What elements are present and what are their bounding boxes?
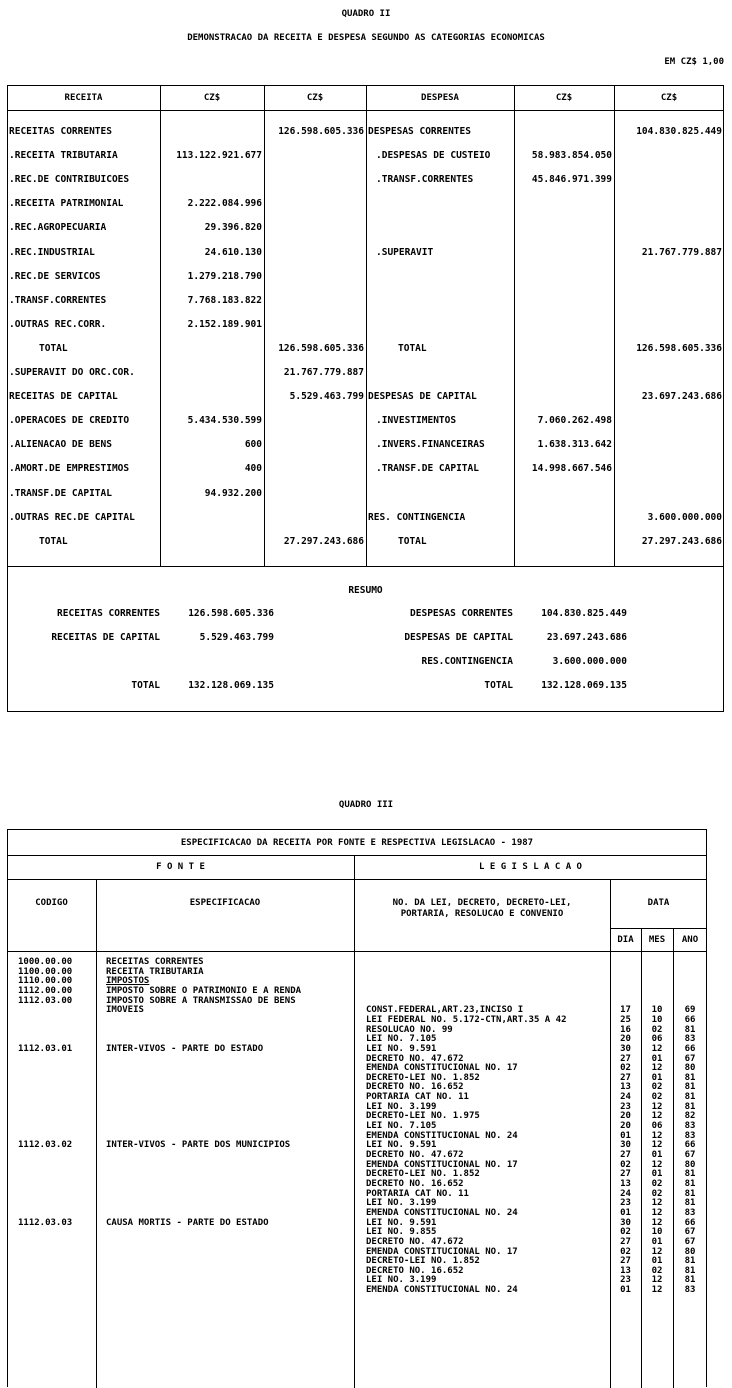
amount-cell: 126.598.605.336 bbox=[278, 126, 364, 137]
mes-cell: 10 bbox=[651, 1014, 663, 1025]
amount-cell: 1.279.218.790 bbox=[187, 270, 262, 282]
ano-cell: 83 bbox=[684, 1207, 696, 1218]
despesa-label: .SUPERAVIT bbox=[376, 246, 434, 258]
receita-label: .OUTRAS REC.DE CAPITAL bbox=[9, 511, 135, 523]
especificacao-cell: IMPOSTO SOBRE A TRANSMISSAO DE BENS bbox=[106, 995, 296, 1006]
dia-cell: 27 bbox=[620, 1236, 631, 1247]
codigo-cell: 1112.00.00 bbox=[18, 985, 73, 996]
ano-cell: 66 bbox=[684, 1217, 696, 1228]
mes-cell: 06 bbox=[651, 1121, 663, 1132]
column-header: CZ$ bbox=[555, 93, 573, 103]
mes-cell: 10 bbox=[651, 1005, 663, 1016]
receita-label: RECEITAS CORRENTES bbox=[9, 126, 112, 137]
lei-header-line-1: NO. DA LEI, DECRETO, DECRETO-LEI, bbox=[392, 898, 572, 908]
resumo-right-value: 3.600.000.000 bbox=[552, 656, 627, 667]
ano-cell: 67 bbox=[684, 1150, 696, 1160]
resumo-left-value: 126.598.605.336 bbox=[188, 608, 274, 619]
amount-cell: 21.767.779.887 bbox=[641, 246, 722, 258]
amount-cell: 5.434.530.599 bbox=[187, 415, 262, 427]
mes-cell: 12 bbox=[651, 1140, 663, 1151]
receita-label: .ALIENACAO DE BENS bbox=[9, 439, 112, 451]
dia-cell: 23 bbox=[620, 1101, 631, 1112]
despesa-label: .DESPESAS DE CUSTEIO bbox=[376, 150, 491, 162]
legislacao-cell: DECRETO NO. 47.672 bbox=[366, 1053, 464, 1064]
mes-cell: 12 bbox=[651, 1217, 663, 1228]
ano-cell: 83 bbox=[684, 1130, 696, 1141]
ano-cell: 81 bbox=[684, 1092, 696, 1103]
ano-cell: 83 bbox=[684, 1285, 696, 1296]
amount-cell: 21.767.779.887 bbox=[283, 367, 364, 378]
receita-label: .OPERACOES DE CREDITO bbox=[9, 415, 130, 427]
dia-cell: 20 bbox=[620, 1034, 631, 1045]
dia-cell: 30 bbox=[620, 1140, 631, 1151]
mes-cell: 02 bbox=[651, 1092, 663, 1103]
mes-cell: 06 bbox=[651, 1034, 663, 1045]
resumo-left-value: 132.128.069.135 bbox=[188, 680, 274, 691]
legislacao-cell: EMENDA CONSTITUCIONAL NO. 17 bbox=[366, 1246, 518, 1257]
receita-label: .REC.DE CONTRIBUICOES bbox=[9, 174, 130, 186]
mes-cell: 02 bbox=[651, 1188, 663, 1199]
despesa-label: TOTAL bbox=[398, 535, 427, 547]
dia-cell: 02 bbox=[620, 1159, 631, 1170]
especificacao-header: ESPECIFICACAO bbox=[189, 898, 261, 908]
dia-cell: 27 bbox=[620, 1256, 631, 1267]
ano-cell: 81 bbox=[684, 1082, 696, 1093]
codigo-cell: 1110.00.00 bbox=[18, 976, 73, 987]
receita-label: .SUPERAVIT DO ORC.COR. bbox=[9, 367, 135, 378]
resumo-right-label: DESPESAS DE CAPITAL bbox=[404, 632, 513, 643]
amount-cell: 29.396.820 bbox=[204, 222, 262, 234]
amount-cell: 58.983.854.050 bbox=[531, 150, 612, 162]
ano-cell: 80 bbox=[684, 1246, 696, 1257]
dia-cell: 27 bbox=[620, 1169, 631, 1180]
legislacao-cell: EMENDA CONSTITUCIONAL NO. 24 bbox=[366, 1130, 518, 1141]
dia-cell: 23 bbox=[620, 1198, 631, 1209]
dia-cell: 20 bbox=[620, 1111, 631, 1122]
dia-cell: 02 bbox=[620, 1246, 631, 1257]
mes-cell: 12 bbox=[651, 1043, 663, 1054]
ano-cell: 66 bbox=[684, 1140, 696, 1151]
unit-label: EM CZ$ 1,00 bbox=[664, 57, 724, 67]
especificacao-cell: RECEITA TRIBUTARIA bbox=[106, 966, 204, 977]
codigo-cell: 1000.00.00 bbox=[18, 957, 73, 967]
legislacao-cell: DECRETO-LEI NO. 1.975 bbox=[366, 1111, 480, 1122]
ano-cell: 67 bbox=[684, 1053, 696, 1064]
dia-cell: 27 bbox=[620, 1072, 631, 1083]
dia-cell: 01 bbox=[620, 1207, 631, 1218]
receita-label: RECEITAS DE CAPITAL bbox=[9, 391, 118, 403]
mes-cell: 12 bbox=[651, 1275, 663, 1286]
mes-cell: 01 bbox=[651, 1053, 663, 1064]
codigo-cell: 1112.03.03 bbox=[18, 1217, 73, 1228]
receita-label: TOTAL bbox=[39, 342, 68, 354]
receita-label: .RECEITA PATRIMONIAL bbox=[9, 198, 124, 210]
ano-cell: 81 bbox=[684, 1072, 696, 1083]
amount-cell: 600 bbox=[244, 439, 262, 451]
especificacao-cell: CAUSA MORTIS - PARTE DO ESTADO bbox=[106, 1217, 269, 1228]
dia-cell: 01 bbox=[620, 1130, 631, 1141]
mes-cell: 01 bbox=[651, 1072, 663, 1083]
dia-cell: 13 bbox=[620, 1082, 631, 1093]
legislacao-header: L E G I S L A C A O bbox=[479, 862, 582, 872]
legislacao-cell: PORTARIA CAT NO. 11 bbox=[366, 1188, 469, 1199]
legislacao-cell: LEI FEDERAL NO. 5.172-CTN,ART.35 A 42 bbox=[366, 1014, 567, 1025]
despesa-label: TOTAL bbox=[398, 342, 427, 354]
dia-cell: 17 bbox=[620, 1005, 631, 1016]
dia-cell: 02 bbox=[620, 1063, 631, 1074]
legislacao-cell: DECRETO-LEI NO. 1.852 bbox=[366, 1256, 480, 1267]
dia-cell: 24 bbox=[620, 1092, 631, 1103]
receita-label: .AMORT.DE EMPRESTIMOS bbox=[9, 463, 130, 475]
legislacao-cell: DECRETO NO. 16.652 bbox=[366, 1082, 464, 1093]
resumo-left-label: RECEITAS DE CAPITAL bbox=[51, 632, 160, 643]
resumo-right-label: DESPESAS CORRENTES bbox=[410, 608, 513, 619]
amount-cell: 2.222.084.996 bbox=[187, 198, 262, 210]
dia-cell: 24 bbox=[620, 1188, 631, 1199]
receita-label: .OUTRAS REC.CORR. bbox=[9, 318, 107, 330]
mes-cell: 12 bbox=[651, 1207, 663, 1218]
legislacao-cell: EMENDA CONSTITUCIONAL NO. 17 bbox=[366, 1063, 518, 1074]
receita-label: .REC.DE SERVICOS bbox=[9, 270, 101, 282]
dia-cell: 13 bbox=[620, 1178, 631, 1189]
mes-cell: 12 bbox=[651, 1130, 663, 1141]
ano-cell: 81 bbox=[684, 1198, 696, 1209]
amount-cell: 113.122.921.677 bbox=[176, 150, 262, 162]
ano-cell: 81 bbox=[684, 1024, 696, 1035]
legislacao-cell: DECRETO NO. 47.672 bbox=[366, 1236, 464, 1247]
legislacao-cell: EMENDA CONSTITUCIONAL NO. 24 bbox=[366, 1207, 518, 1218]
despesa-label: .INVESTIMENTOS bbox=[376, 415, 457, 427]
mes-cell: 12 bbox=[651, 1101, 663, 1112]
mes-cell: 12 bbox=[651, 1246, 663, 1257]
resumo-right-value: 23.697.243.686 bbox=[546, 632, 627, 643]
mes-cell: 01 bbox=[651, 1256, 663, 1267]
dia-cell: 02 bbox=[620, 1227, 631, 1238]
codigo-cell: 1112.03.02 bbox=[18, 1140, 73, 1151]
ano-cell: 66 bbox=[684, 1014, 696, 1025]
mes-header: MES bbox=[648, 935, 666, 945]
amount-cell: 126.598.605.336 bbox=[278, 342, 364, 354]
legislacao-cell: LEI NO. 3.199 bbox=[366, 1101, 437, 1112]
legislacao-cell: DECRETO NO. 47.672 bbox=[366, 1150, 464, 1160]
amount-cell: 400 bbox=[244, 463, 262, 475]
ano-cell: 81 bbox=[684, 1188, 696, 1199]
resumo-left-label: RECEITAS CORRENTES bbox=[57, 608, 160, 619]
mes-cell: 10 bbox=[651, 1227, 663, 1238]
mes-cell: 12 bbox=[651, 1063, 663, 1074]
receita-label: .RECEITA TRIBUTARIA bbox=[9, 150, 118, 162]
ano-cell: 80 bbox=[684, 1063, 696, 1074]
despesa-label: .TRANSF.DE CAPITAL bbox=[376, 463, 479, 475]
amount-cell: 27.297.243.686 bbox=[283, 535, 364, 547]
legislacao-cell: EMENDA CONSTITUCIONAL NO. 24 bbox=[366, 1285, 518, 1296]
amount-cell: 24.610.130 bbox=[204, 246, 262, 258]
resumo-right-label: TOTAL bbox=[484, 680, 513, 691]
amount-cell: 45.846.971.399 bbox=[531, 174, 612, 186]
resumo-right-value: 132.128.069.135 bbox=[541, 680, 627, 691]
quadro-ii-subtitle: DEMONSTRACAO DA RECEITA E DESPESA SEGUNDO AS CATEGORIAS ECONOMICAS bbox=[187, 33, 545, 43]
dia-cell: 01 bbox=[620, 1285, 631, 1296]
despesa-label: DESPESAS DE CAPITAL bbox=[368, 391, 477, 403]
ano-cell: 81 bbox=[684, 1256, 696, 1267]
legislacao-cell: LEI NO. 9.591 bbox=[366, 1217, 437, 1228]
resumo-right-value: 104.830.825.449 bbox=[541, 608, 627, 619]
legislacao-cell: DECRETO NO. 16.652 bbox=[366, 1178, 464, 1189]
despesa-label: .INVERS.FINANCEIRAS bbox=[376, 439, 485, 451]
lei-header-line-2: PORTARIA, RESOLUCAO E CONVENIO bbox=[400, 909, 564, 919]
column-header: CZ$ bbox=[203, 93, 221, 103]
especificacao-cell: INTER-VIVOS - PARTE DO ESTADO bbox=[106, 1043, 264, 1054]
amount-cell: 3.600.000.000 bbox=[647, 511, 722, 523]
legislacao-cell: LEI NO. 3.199 bbox=[366, 1198, 437, 1209]
legislacao-cell: DECRETO NO. 16.652 bbox=[366, 1265, 464, 1276]
dia-cell: 23 bbox=[620, 1275, 631, 1286]
mes-cell: 02 bbox=[651, 1178, 663, 1189]
dia-cell: 20 bbox=[620, 1121, 631, 1132]
quadro-iii-table-title: ESPECIFICACAO DA RECEITA POR FONTE E RESPECTIVA LEGISLACAO - 1987 bbox=[180, 838, 534, 848]
dia-cell: 27 bbox=[620, 1150, 631, 1160]
ano-cell: 81 bbox=[684, 1275, 696, 1286]
amount-cell: 104.830.825.449 bbox=[636, 126, 722, 137]
ano-cell: 67 bbox=[684, 1236, 696, 1247]
legislacao-cell: CONST.FEDERAL,ART.23,INCISO I bbox=[366, 1005, 524, 1016]
legislacao-cell: LEI NO. 7.105 bbox=[366, 1121, 437, 1132]
legislacao-cell: LEI NO. 7.105 bbox=[366, 1034, 437, 1045]
amount-cell: 14.998.667.546 bbox=[531, 463, 612, 475]
amount-cell: 7.060.262.498 bbox=[537, 415, 612, 427]
amount-cell: 27.297.243.686 bbox=[641, 535, 722, 547]
receita-label: .REC.INDUSTRIAL bbox=[9, 246, 95, 258]
legislacao-cell: RESOLUCAO NO. 99 bbox=[366, 1024, 453, 1035]
resumo-right-label: RES.CONTINGENCIA bbox=[421, 656, 513, 667]
ano-cell: 83 bbox=[684, 1121, 696, 1132]
mes-cell: 12 bbox=[651, 1198, 663, 1209]
despesa-label: RES. CONTINGENCIA bbox=[368, 511, 466, 523]
especificacao-cell: IMPOSTO SOBRE O PATRIMONIO E A RENDA bbox=[106, 985, 302, 996]
codigo-cell: 1100.00.00 bbox=[18, 966, 73, 977]
amount-cell: 1.638.313.642 bbox=[537, 439, 612, 451]
ano-cell: 81 bbox=[684, 1178, 696, 1189]
despesa-label: DESPESAS CORRENTES bbox=[368, 126, 471, 137]
amount-cell: 7.768.183.822 bbox=[187, 294, 262, 306]
receita-label: .TRANSF.CORRENTES bbox=[9, 294, 107, 306]
mes-cell: 01 bbox=[651, 1169, 663, 1180]
codigo-header: CODIGO bbox=[35, 898, 68, 908]
amount-cell: 2.152.189.901 bbox=[187, 318, 262, 330]
ano-cell: 69 bbox=[684, 1005, 696, 1016]
legislacao-cell: LEI NO. 9.591 bbox=[366, 1043, 437, 1054]
column-header: CZ$ bbox=[306, 93, 324, 103]
despesa-label: .TRANSF.CORRENTES bbox=[376, 174, 474, 186]
fonte-header: F O N T E bbox=[156, 862, 205, 872]
receita-label: TOTAL bbox=[39, 535, 68, 547]
ano-cell: 81 bbox=[684, 1101, 696, 1112]
mes-cell: 12 bbox=[651, 1159, 663, 1170]
mes-cell: 12 bbox=[651, 1111, 663, 1122]
resumo-title: RESUMO bbox=[348, 585, 383, 596]
ano-cell: 83 bbox=[684, 1034, 696, 1045]
legislacao-cell: LEI NO. 9.591 bbox=[366, 1140, 437, 1151]
data-header: DATA bbox=[647, 898, 670, 908]
codigo-cell: 1112.03.00 bbox=[18, 995, 73, 1006]
ano-cell: 66 bbox=[684, 1043, 696, 1054]
mes-cell: 01 bbox=[651, 1150, 663, 1160]
codigo-cell: 1112.03.01 bbox=[18, 1043, 73, 1054]
ano-cell: 82 bbox=[684, 1111, 696, 1122]
dia-cell: 25 bbox=[620, 1014, 631, 1025]
mes-cell: 02 bbox=[651, 1082, 663, 1093]
especificacao-cell: IMPOSTOS bbox=[106, 976, 150, 987]
legislacao-cell: DECRETO-LEI NO. 1.852 bbox=[366, 1169, 480, 1180]
especificacao-cell: IMOVEIS bbox=[106, 1005, 144, 1016]
legislacao-cell: EMENDA CONSTITUCIONAL NO. 17 bbox=[366, 1159, 518, 1170]
amount-cell: 5.529.463.799 bbox=[289, 391, 364, 403]
column-header: RECEITA bbox=[64, 93, 103, 103]
mes-cell: 12 bbox=[651, 1285, 663, 1296]
quadro-iii-title: QUADRO III bbox=[338, 800, 394, 810]
column-header: DESPESA bbox=[421, 93, 459, 103]
amount-cell: 94.932.200 bbox=[204, 487, 262, 499]
ano-cell: 80 bbox=[684, 1159, 696, 1170]
dia-cell: 30 bbox=[620, 1217, 631, 1228]
dia-cell: 30 bbox=[620, 1043, 631, 1054]
dia-cell: 13 bbox=[620, 1265, 631, 1276]
legislacao-cell: DECRETO-LEI NO. 1.852 bbox=[366, 1072, 480, 1083]
ano-header: ANO bbox=[681, 935, 699, 945]
quadro-ii-title: QUADRO II bbox=[341, 9, 391, 19]
mes-cell: 02 bbox=[651, 1024, 663, 1035]
amount-cell: 23.697.243.686 bbox=[641, 391, 722, 403]
especificacao-cell: RECEITAS CORRENTES bbox=[106, 957, 204, 967]
legislacao-cell: LEI NO. 3.199 bbox=[366, 1275, 437, 1286]
resumo-left-label: TOTAL bbox=[131, 680, 160, 691]
ano-cell: 67 bbox=[684, 1227, 696, 1238]
legislacao-cell: LEI NO. 9.855 bbox=[366, 1227, 437, 1238]
ano-cell: 81 bbox=[684, 1169, 696, 1180]
mes-cell: 01 bbox=[651, 1236, 663, 1247]
receita-label: .TRANSF.DE CAPITAL bbox=[9, 487, 112, 499]
resumo-left-value: 5.529.463.799 bbox=[199, 632, 274, 643]
dia-header: DIA bbox=[617, 935, 634, 945]
mes-cell: 02 bbox=[651, 1265, 663, 1276]
legislacao-cell: PORTARIA CAT NO. 11 bbox=[366, 1092, 469, 1103]
amount-cell: 126.598.605.336 bbox=[636, 342, 722, 354]
dia-cell: 16 bbox=[620, 1024, 631, 1035]
especificacao-cell: INTER-VIVOS - PARTE DOS MUNICIPIOS bbox=[106, 1140, 291, 1151]
ano-cell: 81 bbox=[684, 1265, 696, 1276]
receita-label: .REC.AGROPECUARIA bbox=[9, 222, 107, 234]
column-header: CZ$ bbox=[660, 93, 678, 103]
dia-cell: 27 bbox=[620, 1053, 631, 1064]
